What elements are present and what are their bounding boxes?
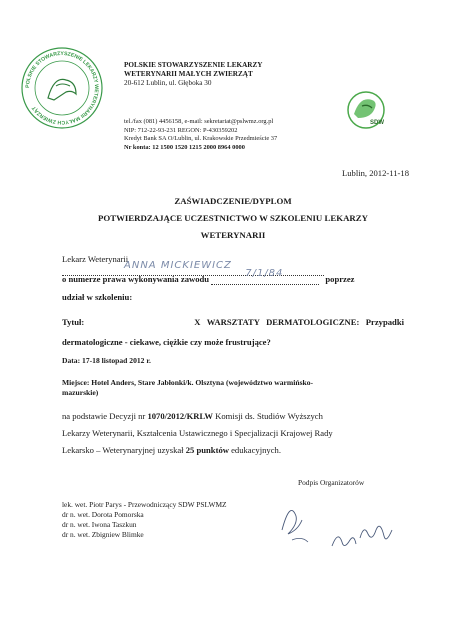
resolution-line2: Lekarzy Weterynarii, Kształcenia Ustawicznego i Specjalizacji Krajowej Rady (62, 428, 333, 438)
title-line3: WETERYNARII (200, 230, 266, 240)
resolution-line3-a: Lekarsko – Weterynaryjnej uzyskał (62, 445, 186, 455)
license-number-handwritten: 7/1/84 (245, 268, 284, 279)
seal-icon (20, 46, 104, 130)
training-title-label: Tytuł: (62, 317, 85, 327)
contact-account: Nr konta: 12 1500 1520 1215 2000 8964 0000 (124, 143, 245, 151)
svg-text:POLSKIE STOWARZYSZENIE LEKARZY (25, 51, 99, 125)
training-title-line1: X WARSZTATY DERMATOLOGICZNE: Przypadki (194, 317, 404, 327)
contact-nip-regon: NIP: 712-22-93-231 REGON: P-430359202 (124, 126, 238, 134)
participation-label: udział w szkoleniu: (62, 292, 133, 302)
training-title (62, 312, 404, 352)
license-row (62, 268, 422, 285)
resolution-line3-c: edukacyjnych. (228, 445, 281, 455)
signatory-3: dr n. wet. Iwona Taszkun (62, 520, 137, 529)
contact-bank: Kredyt Bank SA O/Lublin, ul. Krakowskie Przedmieście 37 (124, 135, 278, 142)
signature-scribbles (268, 490, 408, 560)
document-title (60, 193, 406, 244)
logo-text: SDW (370, 120, 384, 126)
resolution-line1-c: Komisji ds. Studiów Wyższych (213, 411, 323, 421)
points-awarded: 25 punktów (185, 445, 229, 455)
issue-date: Lublin, 2012-11-18 (342, 168, 409, 178)
vet-name-row (62, 254, 382, 276)
title-line2: POTWIERDZAJĄCE UCZESTNICTWO W SZKOLENIU LEKARZY (98, 213, 368, 223)
org-header (124, 61, 364, 88)
training-title-line2: dermatologiczne - ciekawe, ciężkie czy może frustrujące? (62, 337, 271, 347)
license-label: o numerze prawa wykonywania zawodu (62, 274, 210, 284)
signatory-2: dr n. wet. Dorota Pomorska (62, 510, 144, 519)
vet-name-handwritten: ANNA MICKIEWICZ (124, 260, 232, 271)
resolution-paragraph (62, 408, 412, 459)
training-place-line2: mazurskie) (62, 388, 99, 397)
org-name-line2: WETERYNARII MAŁYCH ZWIERZĄT (124, 70, 253, 78)
contact-block (124, 118, 354, 152)
signatories-list (62, 500, 227, 540)
title-line1: ZAŚWIADCZENIE/DYPLOM (174, 196, 292, 206)
org-name-line1: POLSKIE STOWARZYSZENIE LEKARZY (124, 61, 263, 69)
handwritten-signature-icon (268, 490, 408, 560)
org-address: 20-612 Lublin, ul. Głęboka 30 (124, 79, 212, 87)
seal-text: POLSKIE STOWARZYSZENIE LEKARZY WETERYNARII MAŁYCH ZWIERZĄT (24, 50, 100, 126)
signatures-heading: Podpis Organizatorów (298, 478, 365, 487)
training-place (62, 378, 412, 398)
training-date: Data: 17-18 listopad 2012 r. (62, 356, 151, 365)
vet-label: Lekarz Weterynarii (62, 254, 129, 264)
license-suffix: poprzez (325, 274, 355, 284)
signatory-1: lek. wet. Piotr Parys - Przewodniczący SDW PSLWMZ (62, 500, 227, 509)
decision-number: 1070/2012/KRLW (147, 411, 214, 421)
training-place-line1: Miejsce: Hotel Anders, Stare Jabłonki/k. Olsztyna (województwo warmińsko- (62, 378, 314, 387)
resolution-line1-a: na podstawie Decyzji nr (62, 411, 148, 421)
organization-seal (20, 46, 104, 130)
signatory-4: dr n. wet. Zbigniew Blimke (62, 530, 144, 539)
contact-phone-email: tel./fax (081) 4456158, e-mail: sekretariat@pslwmz.org.pl (124, 118, 274, 125)
